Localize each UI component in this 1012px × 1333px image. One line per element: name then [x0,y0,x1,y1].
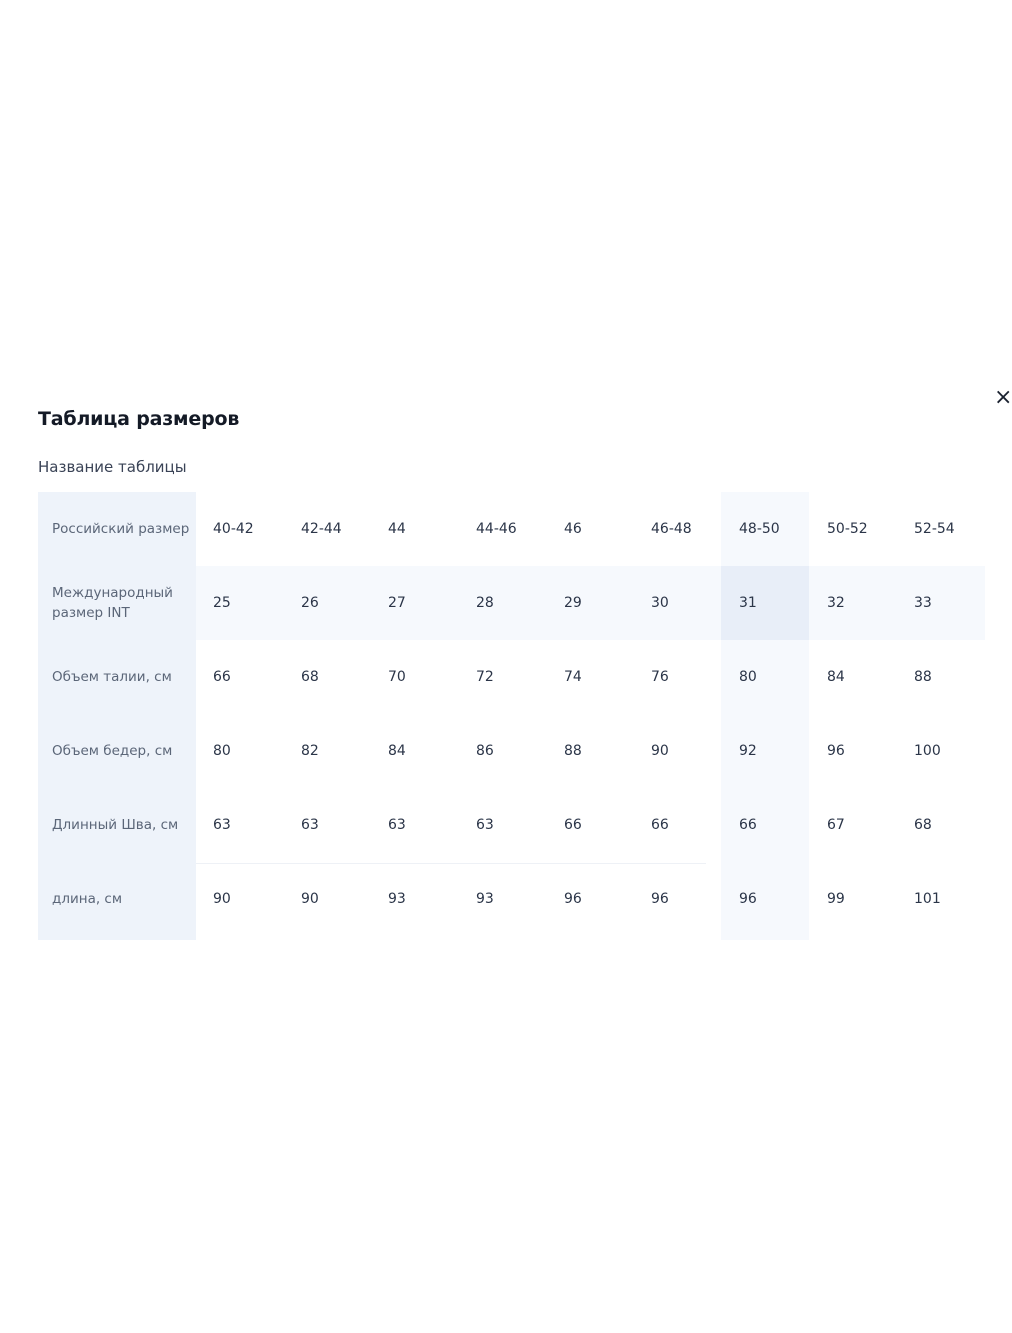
table-cell: 86 [476,743,494,759]
table-cell: 48-50 [739,521,780,537]
table-cell: 93 [388,891,406,907]
table-cell: 76 [651,669,669,685]
table-cell: 68 [914,817,932,833]
row-label: Международный размер INT [52,585,173,621]
table-cell: 80 [739,669,757,685]
table-cell: 30 [651,595,669,611]
table-row [38,640,985,714]
table-cell: 72 [476,669,494,685]
table-row [38,862,985,936]
table-cell: 88 [914,669,932,685]
size-table [38,492,985,940]
table-cell: 96 [739,891,757,907]
table-cell: 63 [388,817,406,833]
table-cell: 88 [564,743,582,759]
table-row [38,492,985,566]
row-label: Длинный Шва, см [52,817,179,833]
table-cell: 82 [301,743,319,759]
table-cell: 27 [388,595,406,611]
table-cell: 50-52 [827,521,868,537]
table-cell: 99 [827,891,845,907]
table-cell: 67 [827,817,845,833]
table-cell: 42-44 [301,521,342,537]
table-cell: 101 [914,891,941,907]
table-cell: 84 [827,669,845,685]
row-label: Объем бедер, см [52,743,173,759]
table-cell: 46-48 [651,521,692,537]
table-cell: 93 [476,891,494,907]
page-title: Таблица размеров [38,408,240,430]
table-cell: 68 [301,669,319,685]
row-label: Российский размер [52,521,190,537]
table-cell: 84 [388,743,406,759]
table-cell: 66 [213,669,231,685]
table-cell: 31 [739,595,757,611]
table-cell: 44 [388,521,406,537]
table-cell: 40-42 [213,521,254,537]
table-cell: 66 [564,817,582,833]
table-cell: 96 [827,743,845,759]
table-cell: 63 [301,817,319,833]
close-icon[interactable]: × [994,385,1012,410]
table-cell: 92 [739,743,757,759]
table-cell: 90 [651,743,669,759]
table-cell: 90 [213,891,231,907]
table-cell: 90 [301,891,319,907]
table-cell: 63 [213,817,231,833]
table-cell: 26 [301,595,319,611]
table-cell: 32 [827,595,845,611]
row-label: Объем талии, см [52,669,172,685]
table-cell: 100 [914,743,941,759]
table-row [38,566,985,640]
table-cell: 52-54 [914,521,955,537]
table-cell: 63 [476,817,494,833]
table-cell: 96 [564,891,582,907]
table-cell: 28 [476,595,494,611]
table-cell: 74 [564,669,582,685]
row-label: длина, см [52,891,123,907]
table-cell: 96 [651,891,669,907]
table-name: Название таблицы [38,458,187,476]
table-cell: 80 [213,743,231,759]
table-row [38,714,985,788]
table-row [38,788,985,862]
table-cell: 66 [651,817,669,833]
table-cell: 70 [388,669,406,685]
table-cell: 46 [564,521,582,537]
table-cell: 44-46 [476,521,517,537]
table-cell: 66 [739,817,757,833]
table-cell: 29 [564,595,582,611]
table-cell: 25 [213,595,231,611]
table-cell: 33 [914,595,932,611]
